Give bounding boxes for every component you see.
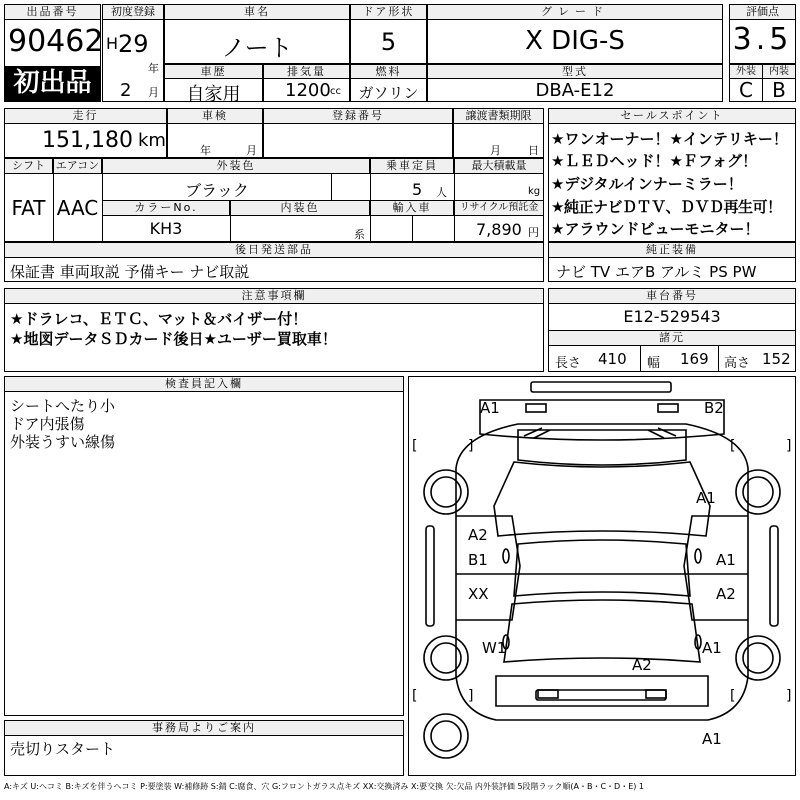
equipment: ナビ TV エアB アルミ PS PW	[556, 263, 757, 281]
bracket-mark: ]	[468, 438, 474, 454]
mileage-unit: km	[138, 130, 166, 151]
interior-suffix: 系	[354, 228, 365, 241]
bracket-mark: [	[412, 438, 418, 454]
displacement-unit: cc	[330, 86, 341, 97]
sales-point-line: ★ワンオーナー！★インテリキー！	[551, 130, 788, 148]
registration-label: 初度登録	[102, 4, 164, 20]
note-line: ★ドラレコ、ＥＴＣ、マット＆バイザー付！	[10, 310, 308, 328]
legend: A:キズ U:ヘコミ B:キズを伴うヘコミ P:要塗装 W:補修跡 S:錆 C:腐食、穴 G:フロントガラス点キズ XX:交換済み X:要交換 欠:欠品 内外装評価 5段階ラック順(A・B・C・D・E) 1	[4, 782, 645, 791]
inspection-year-unit: 年	[200, 144, 211, 157]
recycle: 7,890	[476, 220, 522, 239]
reg-year: 29	[118, 30, 149, 58]
damage-code: A2	[632, 656, 652, 674]
notes-label: 注意事項欄	[4, 288, 544, 304]
ac-label: エアコン	[53, 158, 102, 174]
inspector-line: ドア内張傷	[10, 415, 85, 433]
first-listing-text: 初出品	[13, 68, 92, 98]
bracket-mark: ]	[468, 688, 474, 704]
era: H	[106, 34, 119, 53]
shift: FAT	[11, 196, 46, 220]
dims-label: 諸元	[548, 330, 796, 346]
int-label: 内装	[762, 64, 796, 79]
inspection-label: 車検	[167, 108, 263, 124]
damage-code: W1	[482, 639, 507, 657]
transfer-month-unit: 月	[490, 144, 501, 157]
width: 169	[680, 350, 709, 368]
bracket-mark: [	[730, 688, 736, 704]
import-label: 輸入車	[370, 200, 454, 216]
colorno-label: カラーNo.	[102, 200, 230, 216]
colorno: KH3	[149, 219, 183, 238]
regno-label: 登録番号	[263, 108, 453, 124]
history-label: 車歴	[164, 64, 263, 79]
recycle-unit: 円	[528, 226, 539, 239]
inspection-month-unit: 月	[246, 144, 257, 157]
later-items-label: 後日発送部品	[4, 242, 544, 258]
bracket-mark: [	[412, 688, 418, 704]
reg-month: 2	[120, 80, 132, 101]
damage-code: A1	[696, 489, 716, 507]
inspector-line: シートへたり小	[10, 397, 116, 415]
later-items: 保証書 車両取説 予備キー ナビ取説	[10, 263, 250, 281]
grade-label: グレード	[427, 4, 723, 20]
model-label: 型式	[427, 64, 723, 79]
model: DBA-E12	[535, 80, 615, 101]
ac: AAC	[56, 196, 99, 220]
displacement: 1200	[285, 80, 331, 101]
doors: 5	[380, 28, 397, 56]
inspector-label: 検査員記入欄	[4, 376, 404, 392]
damage-code: A1	[480, 399, 500, 417]
displacement-label: 排気量	[263, 64, 350, 79]
transfer-day-unit: 日	[528, 144, 539, 157]
month-unit: 月	[148, 86, 159, 99]
sales-points-label: セールスポイント	[548, 108, 796, 124]
ext-label: 外装	[729, 64, 763, 79]
fuel: ガソリン	[358, 84, 419, 102]
score-label: 評価点	[729, 4, 796, 20]
interior-color-label: 内装色	[230, 200, 370, 216]
bracket-mark: ]	[786, 438, 792, 454]
damage-code: B2	[704, 399, 724, 417]
load-unit: kg	[528, 186, 541, 197]
sales-point-line: ★ＬＥＤヘッド！★Ｆフォグ！	[551, 152, 758, 170]
color-label: 外装色	[102, 158, 370, 174]
capacity-label: 乗車定員	[370, 158, 454, 174]
len-label: 長さ	[555, 356, 582, 371]
fuel-label: 燃料	[350, 64, 427, 79]
lot-label: 出品番号	[4, 4, 101, 20]
damage-code: XX	[468, 585, 489, 603]
inspector-line: 外装うすい線傷	[10, 433, 116, 451]
year-unit: 年	[148, 62, 159, 75]
grade: X DIG-S	[525, 26, 625, 56]
lot-number: 90462	[8, 24, 104, 59]
bracket-mark: [	[730, 438, 736, 454]
ext-grade: C	[739, 78, 753, 102]
capacity-unit: 人	[436, 186, 447, 199]
damage-code: A2	[468, 526, 488, 544]
color: ブラック	[185, 181, 249, 200]
equipment-label: 純正装備	[548, 242, 796, 258]
sales-point-line: ★純正ナビＤＴＶ、ＤＶＤ再生可！	[551, 198, 782, 216]
history: 自家用	[186, 84, 241, 105]
load-label: 最大積載量	[454, 158, 544, 174]
door-label: ドア形状	[350, 4, 427, 20]
damage-code: A1	[716, 551, 736, 569]
mileage-label: 走行	[4, 108, 167, 124]
mileage: 151,180	[42, 128, 133, 153]
capacity: 5	[412, 180, 423, 199]
office-label: 事務局よりご案内	[4, 720, 404, 736]
office-note: 売切りスタート	[10, 740, 116, 758]
damage-code: A1	[702, 730, 722, 748]
note-line: ★地図データＳＤカード後日★ユーザー買取車！	[10, 330, 337, 348]
damage-code: A2	[716, 585, 736, 603]
chassis-label: 車台番号	[548, 288, 796, 304]
length: 410	[598, 350, 627, 368]
car-name: ノート	[221, 34, 293, 62]
car-diagram	[408, 376, 796, 776]
shift-label: シフト	[4, 158, 53, 174]
wid-label: 幅	[647, 356, 661, 371]
score: 3.5	[732, 22, 793, 57]
height: 152	[762, 350, 791, 368]
sales-point-line: ★アラウンドビューモニター！	[551, 220, 760, 238]
hgt-label: 高さ	[724, 356, 751, 371]
sales-point-line: ★デジタルインナーミラー！	[551, 175, 743, 193]
car-name-label: 車名	[164, 4, 350, 20]
recycle-label: リサイクル預託金	[454, 200, 544, 216]
damage-code: B1	[468, 551, 488, 569]
int-grade: B	[772, 78, 786, 102]
chassis-number: E12-529543	[623, 307, 721, 326]
transfer-label: 譲渡書類期限	[453, 108, 544, 124]
bracket-mark: ]	[786, 688, 792, 704]
damage-code: A1	[702, 639, 722, 657]
